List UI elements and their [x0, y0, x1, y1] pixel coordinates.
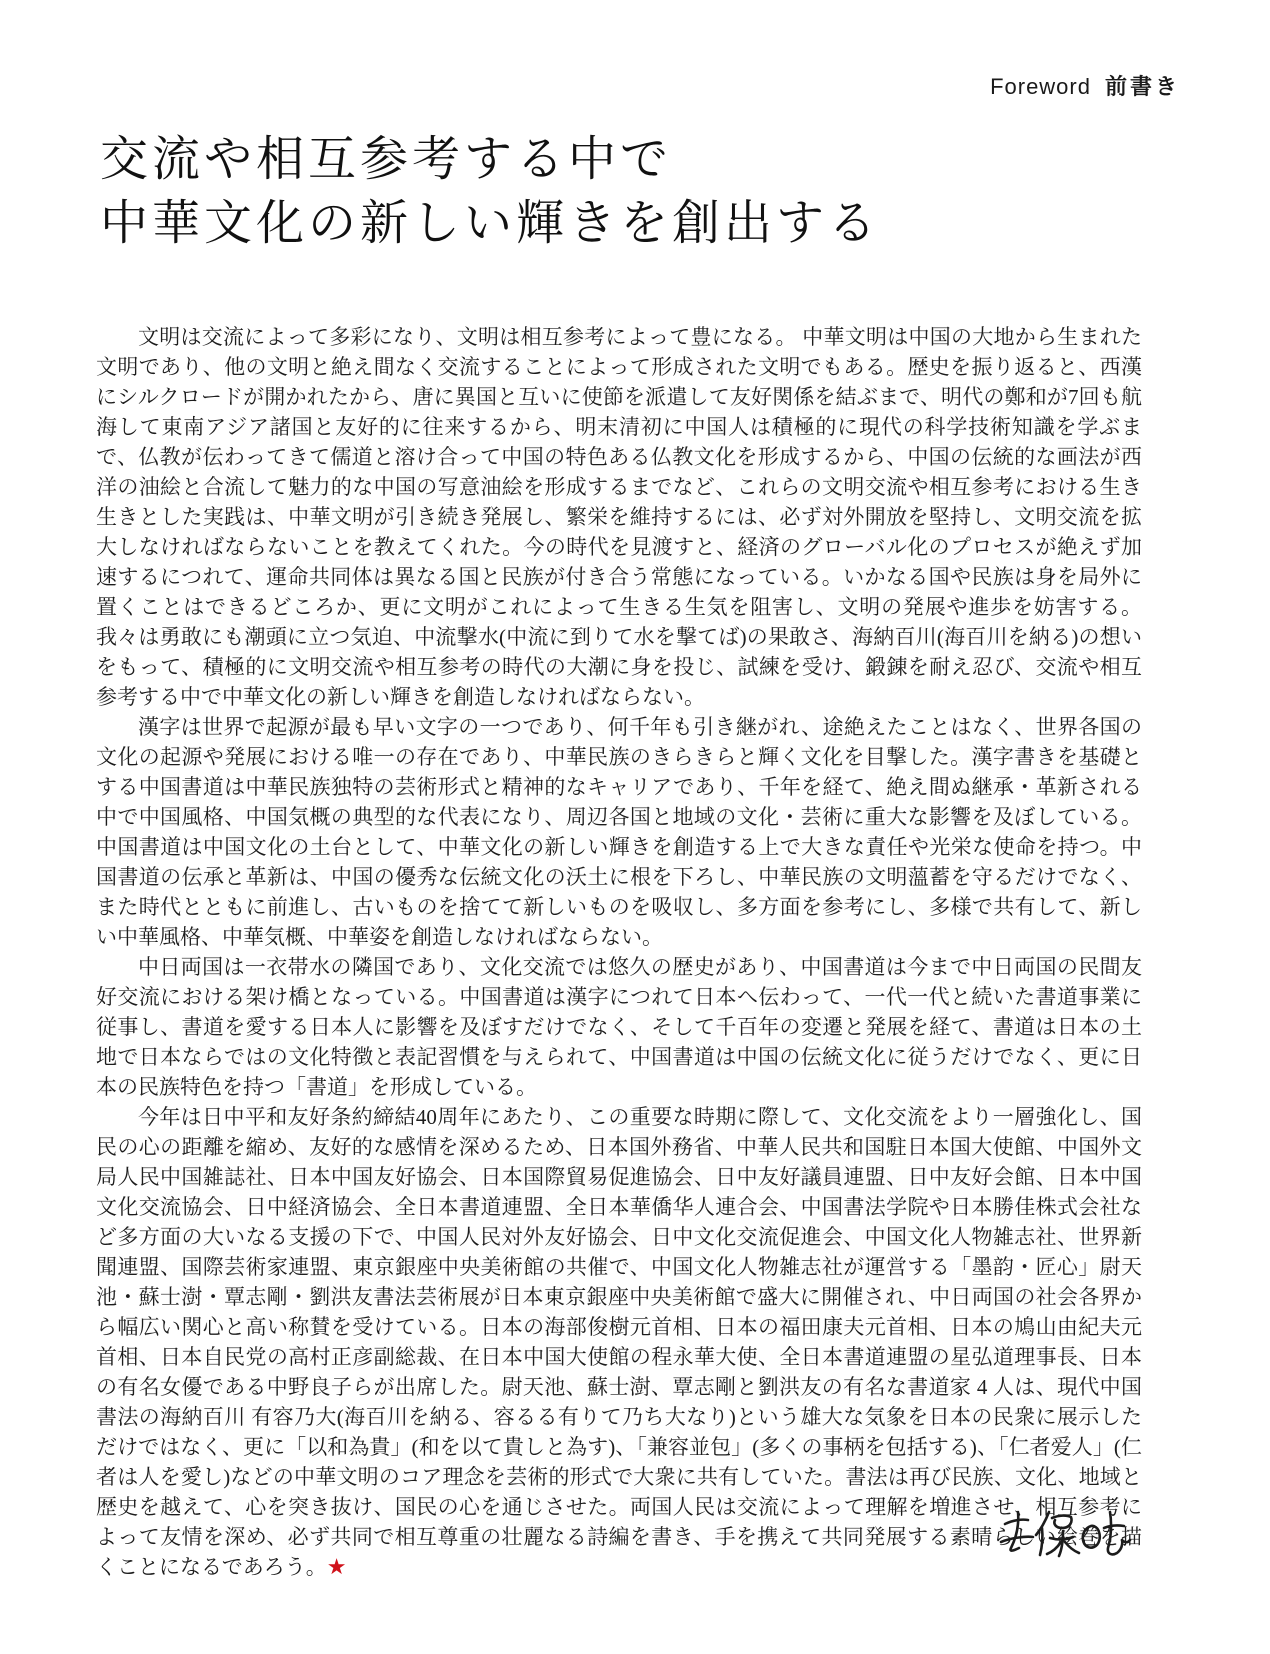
paragraph-kanji-calligraphy: 漢字は世界で起源が最も早い文字の一つであり、何千年も引き継がれ、途絶えたことはなく、世界各国の文化の起源や発展における唯一の存在であり、中華民族のきらきらと輝く文化を目撃した。漢字書きを基礎とする中国書道は中華民族独特の芸術形式と精神的なキャリアであり、千年を経て、絶え間ぬ継承・革新される中で中国風格、中国気概の典型的な代表になり、周辺各国と地域の文化・芸術に重大な影響を及ぼしている。中国書道は中国文化の土台として、中華文化の新しい輝きを創造する上で大きな責任や光栄な使命を持つ。中国書道の伝承と革新は、中国の優秀な伝統文化の沃土に根を下ろし、中華民族の文明薀蓄を守るだけでなく、また時代とともに前進し、古いものを捨てて新しいものを吸収し、多方面を参考にし、多様で共有して、新しい中華風格、中華気概、中華姿を創造しなければならない。: [96, 715, 1142, 949]
paragraph-china-japan-neighbors: 中日両国は一衣帯水の隣国であり、文化交流では悠久の歴史があり、中国書道は今まで中日両国の民間友好交流における架け橋となっている。中国書道は漢字につれて日本へ伝わって、一代一代と続いた書道事業に従事し、書道を愛する日本人に影響を及ぼすだけでなく、そして千百年の変遷と発展を経て、書道は日本の土地で日本ならではの文化特徴と表記習慣を与えられて、中国書道は中国の伝統文化に従うだけでなく、更に日本の民族特色を持つ「書道」を形成している。: [96, 955, 1142, 1099]
header-label-japanese: 前書き: [1104, 74, 1180, 99]
paragraph-civilization-exchange: 文明は交流によって多彩になり、文明は相互参考によって豊になる。 中華文明は中国の大地から生まれた文明であり、他の文明と絶え間なく交流することによって形成された文明でもある。歴史を振り返ると、西漢にシルクロードが開かれたから、唐に異国と互いに使節を派遣して友好関係を結ぶまで、明代の鄭和が7回も航海して東南アジア諸国と友好的に往来するから、明末清初に中国人は積極的に現代の科学技術知識を学ぶまで、仏教が伝わってきて儒道と溶け合って中国の特色ある仏教文化を形成するから、中国の伝統的な画法が西洋の油絵と合流して魅力的な中国の写意油絵を形成するまでなど、これらの文明交流や相互参考における生き生きとした実践は、中華文明が引き続き発展し、繁栄を維持するには、必ず対外開放を堅持し、文明交流を拡大しなければならないことを教えてくれた。今の時代を見渡すと、経済のグローバル化のプロセスが絶えず加速するにつれて、運命共同体は異なる国と民族が付き合う常態になっている。いかなる国や民族は身を局外に置くことはできるどころか、更に文明がこれによって生きる生気を阻害し、文明の発展や進歩を妨害する。我々は勇敢にも潮頭に立つ気迫、中流撃水(中流に到りて水を撃てば)の果敢さ、海納百川(海百川を納る)の想いをもって、積極的に文明交流や相互参考の時代の大潮に身を投じ、試練を受け、鍛錬を耐え忍び、交流や相互参考する中で中華文化の新しい輝きを創造しなければならない。: [96, 325, 1142, 709]
end-of-article-star-icon: ★: [326, 1554, 347, 1579]
header-label-english: Foreword: [990, 74, 1091, 99]
page-title-line2: 中華文化の新しい輝きを創出する: [100, 197, 881, 250]
foreword-article: [96, 322, 1142, 1582]
signature-strokes: [995, 1498, 1135, 1570]
page-header: [990, 70, 1180, 101]
page-title-line1: 交流や相互参考する中で: [100, 133, 673, 186]
author-signature: [995, 1498, 1135, 1570]
paragraph-anniversary-exhibition: 今年は日中平和友好条約締結40周年にあたり、この重要な時期に際して、文化交流をより一層強化し、国民の心の距離を縮め、友好的な感情を深めるため、日本国外務省、中華人民共和国駐日本国大使館、中国外文局人民中国雑誌社、日本中国友好協会、日本国際貿易促進協会、日中友好議員連盟、日中友好会館、日本中国文化交流協会、日中経済協会、全日本書道連盟、全日本華僑华人連合会、中国書法学院や日本勝佳株式会社など多方面の大いなる支援の下で、中国人民対外友好協会、日中文化交流促進会、中国文化人物雑志社、世界新聞連盟、国際芸術家連盟、東京銀座中央美術館の共催で、中国文化人物雑志社が運営する「墨韵・匠心」尉天池・蘇士澍・覃志剛・劉洪友書法芸術展が日本東京銀座中央美術館で盛大に開催され、中日両国の社会各界から幅広い関心と高い称賛を受けている。日本の海部俊樹元首相、日本の福田康夫元首相、日本の鳩山由紀夫元首相、日本自民党の高村正彦副総裁、在日本中国大使館の程永華大使、全日本書道連盟の星弘道理事長、日本の有名女優である中野良子らが出席した。尉天池、蘇士澍、覃志剛と劉洪友の有名な書道家 4 人は、現代中国書法の海納百川 有容乃大(海百川を納る、容るる有りて乃ち大なり)という雄大な気象を日本の民衆に展示しただけではなく、更に「以和為貴」(和を以て貴しと為す)、「兼容並包」(多くの事柄を包括する)、「仁者爱人」(仁者は人を愛し)などの中華文明のコア理念を芸術的形式で大衆に共有していた。書法は再び民族、文化、地域と歴史を越えて、心を突き抜け、国民の心を通じさせた。両国人民は交流によって理解を増進させ、相互参考によって友情を深め、必ず共同で相互尊重の壮麗なる詩編を書き、手を携えて共同発展する素晴らしい絵巻を描くことになるであろう。★: [96, 1105, 1142, 1579]
page-title: [100, 128, 880, 256]
